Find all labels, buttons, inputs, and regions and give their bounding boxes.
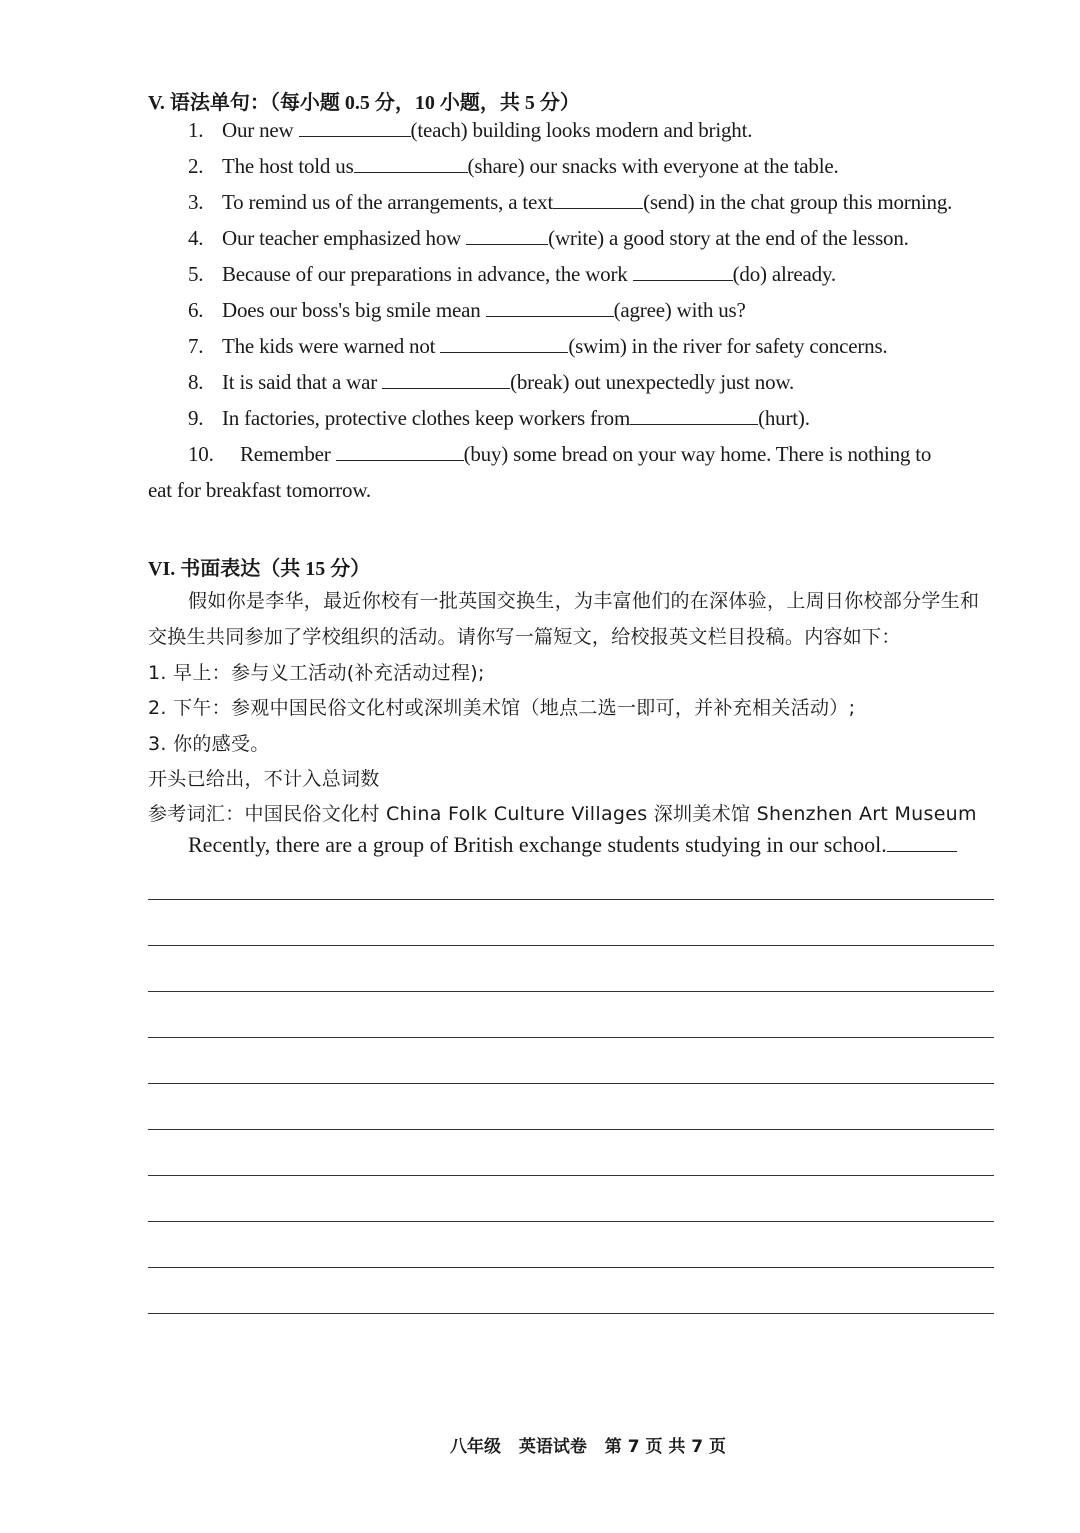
question-hint: (teach) building looks modern and bright. bbox=[410, 118, 753, 142]
question-hint: (agree) with us? bbox=[613, 298, 746, 322]
question-text-before: In factories, protective clothes keep workers from bbox=[222, 406, 631, 430]
answer-blank[interactable] bbox=[486, 298, 614, 317]
question-hint: (send) in the chat group this morning. bbox=[643, 190, 953, 214]
question-number: 10. bbox=[188, 442, 214, 466]
answer-blank[interactable] bbox=[299, 118, 411, 137]
question-text-before: Our new bbox=[222, 118, 299, 142]
question-hint: (swim) in the river for safety concerns. bbox=[568, 334, 888, 358]
question-hint: (share) our snacks with everyone at the table. bbox=[467, 154, 839, 178]
question-text-before: To remind us of the arrangements, a text bbox=[222, 190, 554, 214]
content-point-2: 2. 下午：参观中国民俗文化村或深圳美术馆（地点二选一即可，并补充相关活动）; bbox=[148, 697, 856, 719]
question-number: 8. bbox=[188, 370, 204, 394]
page-footer bbox=[0, 1432, 1080, 1457]
footer-grade: 八年级 bbox=[449, 1437, 501, 1457]
prompt-line-1: 假如你是李华，最近你校有一批英国交换生，为丰富他们的在深体验，上周日你校部分学生和 bbox=[188, 590, 980, 612]
answer-blank[interactable] bbox=[630, 406, 758, 425]
answer-blank[interactable] bbox=[336, 442, 464, 461]
writing-line[interactable] bbox=[148, 899, 994, 900]
question-text-before: Our teacher emphasized how bbox=[222, 226, 467, 250]
question-4 bbox=[188, 226, 909, 251]
question-hint: (write) a good story at the end of the lesson. bbox=[548, 226, 909, 250]
writing-line[interactable] bbox=[148, 1129, 994, 1130]
question-text-before: Because of our preparations in advance, the work bbox=[222, 262, 633, 286]
question-10-continuation: eat for breakfast tomorrow. bbox=[148, 478, 371, 502]
question-1 bbox=[188, 118, 752, 143]
question-number: 6. bbox=[188, 298, 204, 322]
answer-blank[interactable] bbox=[553, 190, 643, 209]
question-number: 3. bbox=[188, 190, 204, 214]
question-number: 2. bbox=[188, 154, 204, 178]
answer-blank[interactable] bbox=[633, 262, 733, 281]
footer-page-number: 第 7 页 共 7 页 bbox=[604, 1437, 727, 1457]
section6-heading: VI. 书面表达（共 15 分） bbox=[148, 558, 371, 580]
question-number: 9. bbox=[188, 406, 204, 430]
question-text-before: The host told us bbox=[222, 154, 354, 178]
answer-blank[interactable] bbox=[354, 154, 468, 173]
question-number: 1. bbox=[188, 118, 204, 142]
essay-opening bbox=[188, 832, 957, 858]
content-point-1: 1. 早上：参与义工活动(补充活动过程); bbox=[148, 662, 485, 684]
answer-blank[interactable] bbox=[382, 370, 510, 389]
question-text-before: It is said that a war bbox=[222, 370, 383, 394]
question-hint: (buy) some bread on your way home. There is nothing to bbox=[463, 442, 932, 466]
content-point-3: 3. 你的感受。 bbox=[148, 733, 270, 755]
question-number: 5. bbox=[188, 262, 204, 286]
question-text-before: The kids were warned not bbox=[222, 334, 441, 358]
question-7 bbox=[188, 334, 887, 359]
writing-line[interactable] bbox=[148, 945, 994, 946]
essay-first-line-blank[interactable] bbox=[887, 833, 957, 852]
word-count-note: 开头已给出，不计入总词数 bbox=[148, 768, 380, 790]
question-8 bbox=[188, 370, 794, 395]
question-9 bbox=[188, 406, 810, 431]
question-hint: (hurt). bbox=[758, 406, 810, 430]
writing-line[interactable] bbox=[148, 1267, 994, 1268]
question-10 bbox=[188, 442, 931, 467]
writing-line[interactable] bbox=[148, 991, 994, 992]
question-text-before: Does our boss's big smile mean bbox=[222, 298, 486, 322]
question-hint: (break) out unexpectedly just now. bbox=[510, 370, 795, 394]
writing-line[interactable] bbox=[148, 1037, 994, 1038]
question-number: 4. bbox=[188, 226, 204, 250]
reference-vocabulary: 参考词汇：中国民俗文化村 China Folk Culture Villages 深圳美术馆 Shenzhen Art Museum bbox=[148, 803, 977, 825]
writing-line[interactable] bbox=[148, 1313, 994, 1314]
question-number: 7. bbox=[188, 334, 204, 358]
answer-blank[interactable] bbox=[440, 334, 568, 353]
question-3 bbox=[188, 190, 952, 215]
question-hint: (do) already. bbox=[732, 262, 836, 286]
essay-opening-text: Recently, there are a group of British exchange students studying in our school. bbox=[188, 832, 887, 857]
writing-line[interactable] bbox=[148, 1083, 994, 1084]
writing-line[interactable] bbox=[148, 1221, 994, 1222]
writing-line[interactable] bbox=[148, 1175, 994, 1176]
question-2 bbox=[188, 154, 839, 179]
footer-subject: 英语试卷 bbox=[518, 1437, 587, 1457]
answer-blank[interactable] bbox=[466, 226, 548, 245]
section5-heading: V. 语法单句：（每小题 0.5 分，10 小题，共 5 分） bbox=[148, 92, 580, 114]
prompt-line-2: 交换生共同参加了学校组织的活动。请你写一篇短文，给校报英文栏目投稿。内容如下： bbox=[148, 626, 901, 648]
question-text-before: Remember bbox=[240, 442, 336, 466]
question-5 bbox=[188, 262, 836, 287]
question-6 bbox=[188, 298, 746, 323]
